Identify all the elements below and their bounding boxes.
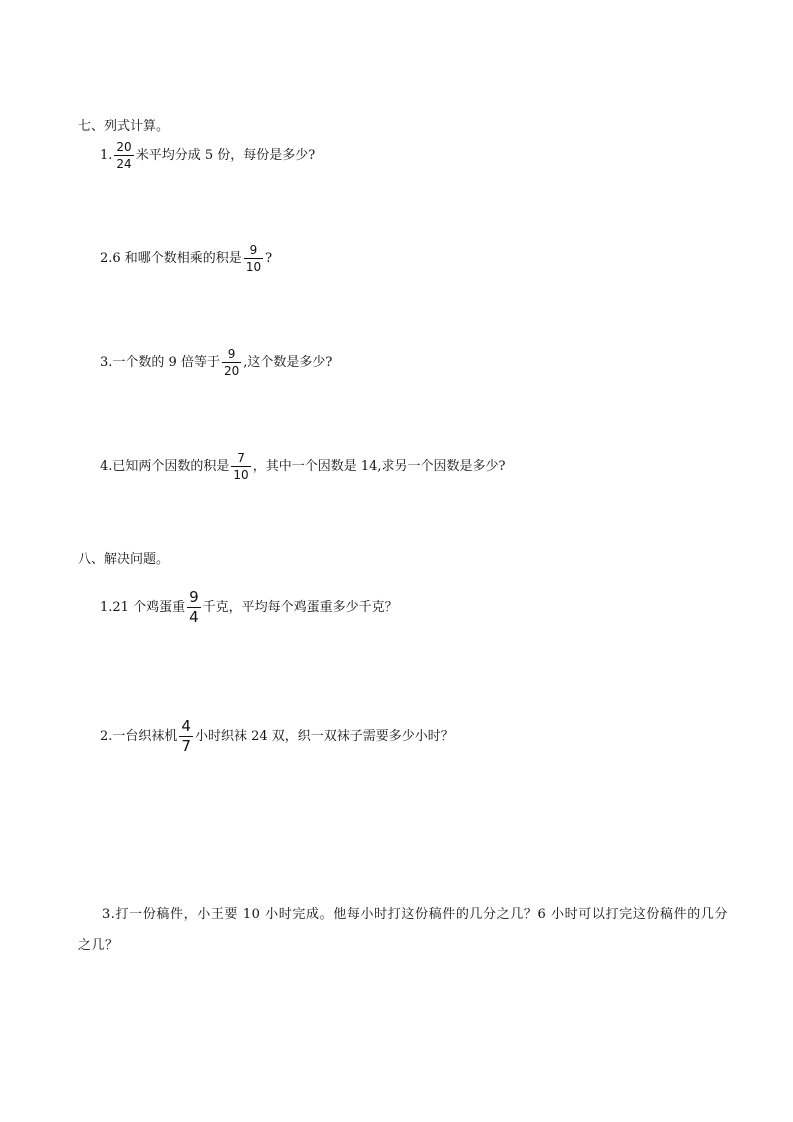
s7-q3-fraction	[222, 348, 241, 377]
s7-question-1	[100, 141, 315, 170]
s8-q1-numerator: 9	[189, 588, 199, 606]
s7-q3-numerator: 9	[227, 347, 236, 361]
s8-q2-numerator: 4	[181, 717, 191, 735]
s7-q1-suffix: 米平均分成 5 份，每份是多少?	[135, 148, 316, 163]
section-7-heading	[78, 120, 169, 133]
s7-q4-denominator: 10	[233, 468, 249, 482]
s7-q4-fraction	[231, 452, 250, 481]
section-8-heading-text: 八、解决问题。	[78, 552, 170, 567]
s8-q1-denominator: 4	[189, 608, 199, 626]
s8-question-1	[100, 590, 398, 625]
s7-q1-denominator: 24	[116, 157, 132, 171]
s7-q2-denominator: 10	[245, 260, 262, 274]
s7-q3-prefix: 3.一个数的 9 倍等于	[100, 355, 220, 370]
s7-q1-fraction	[114, 141, 133, 170]
section-7-heading-text: 七、列式计算。	[78, 119, 170, 134]
s8-q2-prefix: 2.一台织袜机	[100, 729, 178, 744]
s8-question-2	[100, 719, 454, 754]
s7-q4-suffix: ，其中一个因数是 14,求另一个因数是多少?	[252, 459, 506, 474]
s7-q4-prefix: 4.已知两个因数的积是	[100, 459, 230, 474]
s7-q2-prefix: 2.6 和哪个数相乘的积是	[100, 251, 242, 266]
s7-q3-suffix: ,这个数是多少?	[243, 355, 333, 370]
s7-q4-numerator: 7	[237, 451, 245, 465]
s7-q2-suffix: ?	[265, 251, 273, 266]
s7-q1-numerator: 20	[116, 140, 132, 154]
s7-question-2	[100, 244, 272, 273]
s8-q1-prefix: 1.21 个鸡蛋重	[100, 600, 186, 615]
s7-q3-denominator: 20	[223, 364, 240, 378]
s8-q2-denominator: 7	[181, 737, 191, 755]
section-8-heading	[78, 553, 169, 566]
s7-question-4	[100, 452, 505, 481]
s7-question-3	[100, 348, 332, 377]
s8-q2-suffix: 小时织袜 24 双，织一双袜子需要多少小时？	[194, 729, 454, 744]
s7-q2-fraction	[244, 244, 263, 273]
s8-q1-fraction	[187, 590, 201, 625]
s8-q1-suffix: 千克，平均每个鸡蛋重多少千克？	[202, 600, 398, 615]
s8-q2-fraction	[179, 719, 193, 754]
s7-q1-prefix: 1.	[100, 148, 113, 163]
s8-question-3: 3.打一份稿件，小王要 10 小时完成。他每小时打这份稿件的几分之几？6 小时可以打完这份稿件的几分之几？	[78, 907, 728, 953]
s7-q2-numerator: 9	[249, 243, 258, 257]
